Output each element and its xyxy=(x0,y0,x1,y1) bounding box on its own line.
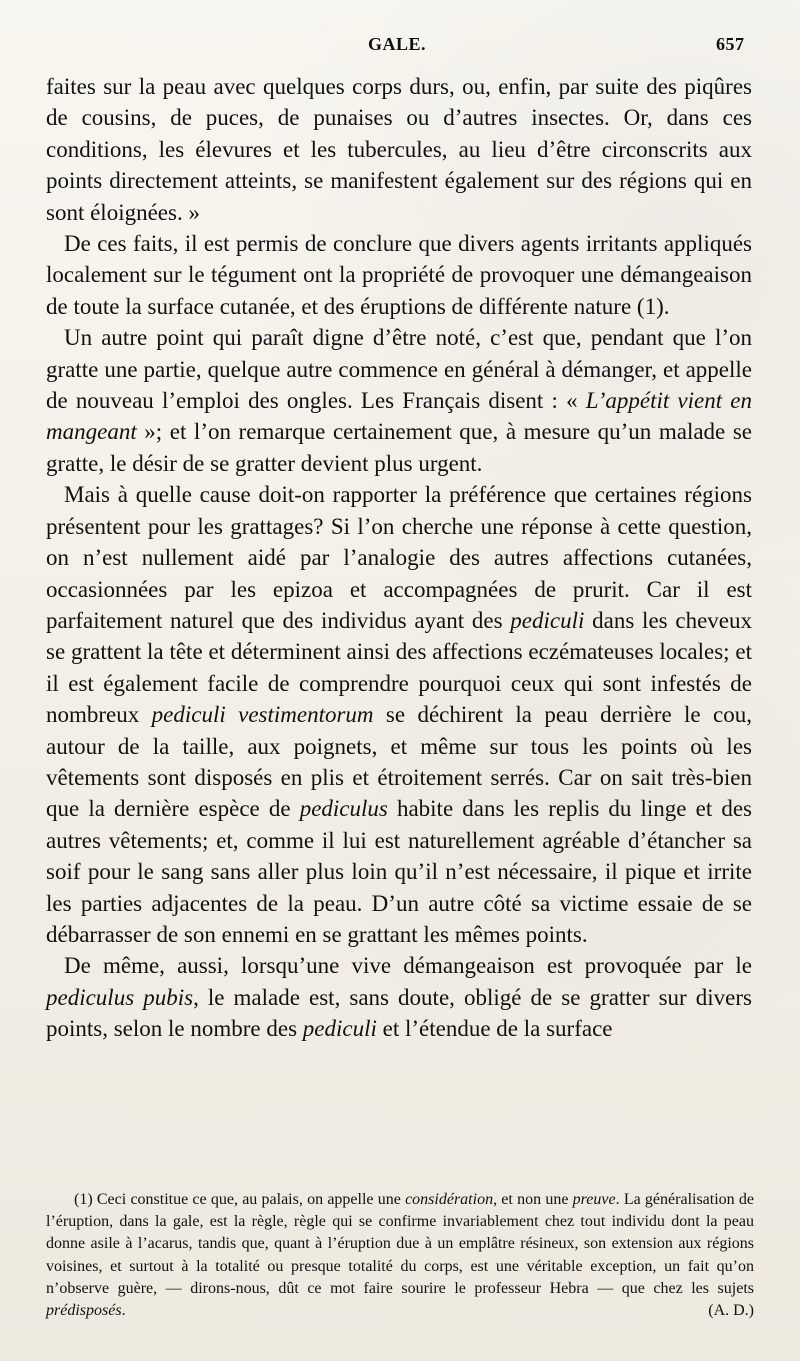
footnote-1 xyxy=(46,1189,754,1322)
footnote-text: . xyxy=(121,1302,126,1320)
italic-term: pediculi vestimentorum xyxy=(151,702,374,728)
page-number: 657 xyxy=(716,34,745,54)
italic-term: pediculus xyxy=(299,796,388,822)
paragraph-text: De ces faits, il est permis de conclure que divers agents irritants appliqués localement sur le tégument ont la propriété de provoquer une démangeaison de toute la surface cutanée, et des éruptions de différente nature xyxy=(46,231,752,319)
chapter-title: GALE. xyxy=(368,34,427,54)
paragraph-text: Un autre point qui paraît digne d’être noté, c’est que, pendant que l’on gratte une partie, quelque autre commence en général à démanger, et appelle de nouveau l’emploi des ongles. Les Français disent : « xyxy=(46,325,752,414)
italic-quote: L’appétit vient en mangeant xyxy=(46,388,753,445)
paragraph-text: »; et l’on remarque certainement que, à mesure qu’un malade se gratte, le désir de se gratter devient plus urgent. xyxy=(46,419,752,476)
paragraph-1 xyxy=(46,71,752,228)
paragraph-3 xyxy=(46,322,752,479)
footnote-section xyxy=(46,1189,754,1322)
paragraph-5 xyxy=(46,950,752,1044)
paragraph-text: De même, aussi, lorsqu’une vive démangeaison est provoquée par le xyxy=(64,953,752,979)
italic-term: pediculus pubis xyxy=(46,984,194,1010)
paragraph-text: se déchirent la peau derrière le cou, autour de la taille, aux poignets, et même sur tous les points où les vêtements sont disposés en plis et étroitement serrés. Car on sait très-bien que la dernière espèce de xyxy=(46,702,752,822)
footnote-signature: (A. D.) xyxy=(708,1302,754,1320)
italic-term: pediculi xyxy=(302,1016,377,1042)
footnote-italic-term: considération xyxy=(405,1191,494,1208)
paragraph-text: habite dans les replis du linge et des autres vêtements; et, comme il lui est naturellement agréable d’étancher sa soif pour le sang sans aller plus loin qu’il n’est nécessaire, il pique et irrite les parties adjacentes de la peau. D’un autre côté sa victime essaie de se débarrasser de son ennemi en se grattant les mêmes points. xyxy=(46,796,752,947)
footnote-text: (1) Ceci constitue ce que, au palais, on appelle une xyxy=(74,1191,406,1208)
footnote-text: . La généralisation de l’éruption, dans la gale, est la règle, règle qui se confirme invariablement chez tout individu dont la peau donne asile à l’acarus, tandis que, quant à l’éruption due à un emplâtre résineux, son extension aux régions voisines, et surtout à la totalité ou presque totalité du corps, est une véritable exception, un fait qu’on n’observe guère, — dirons-nous, dût ce mot faire sourire le professeur Hebra — que chez les sujets xyxy=(46,1191,755,1297)
footnote-reference: (1) xyxy=(636,293,664,319)
paragraph-text: , le malade est, sans doute, obligé de se gratter sur divers points, selon le nombre des xyxy=(46,984,752,1042)
paragraph-4 xyxy=(46,479,752,950)
running-header xyxy=(0,34,800,58)
paragraph-text: faites sur la peau avec quelques corps durs, ou, enfin, par suite des piqûres de cousins, de puces, de punaises ou d’autres insectes. Or, dans ces conditions, les élevures et les tubercules, au lieu d’être circonscrits aux points directement atteints, se manifestent également sur des régions qui en sont éloignées. » xyxy=(46,74,752,225)
paragraph-text: Mais à quelle cause doit-on rapporter la préférence que certaines régions présentent pour les grattages? Si l’on cherche une réponse à cette question, on n’est nullement aidé par l’analogie des autres affections cutanées, occasionnées par les epizoa et accompagnées de prurit. Car il est parfaitement naturel que des individus ayant des xyxy=(46,482,752,633)
paragraph-text: et l’étendue de la surface xyxy=(376,1016,613,1042)
paragraph-text: . xyxy=(663,293,670,319)
main-text xyxy=(46,71,752,1045)
paragraph-2 xyxy=(46,228,752,322)
italic-term: pediculi xyxy=(510,607,585,633)
paragraph-text: dans les cheveux se grattent la tête et déterminent ainsi des affections eczémateuses locales; et il est également facile de comprendre pourquoi ceux qui sont infestés de nombreux xyxy=(46,607,752,728)
footnote-text: , et non une xyxy=(493,1191,573,1208)
footnote-italic-term: prédisposés xyxy=(46,1302,122,1320)
footnote-italic-term: preuve xyxy=(572,1191,616,1208)
